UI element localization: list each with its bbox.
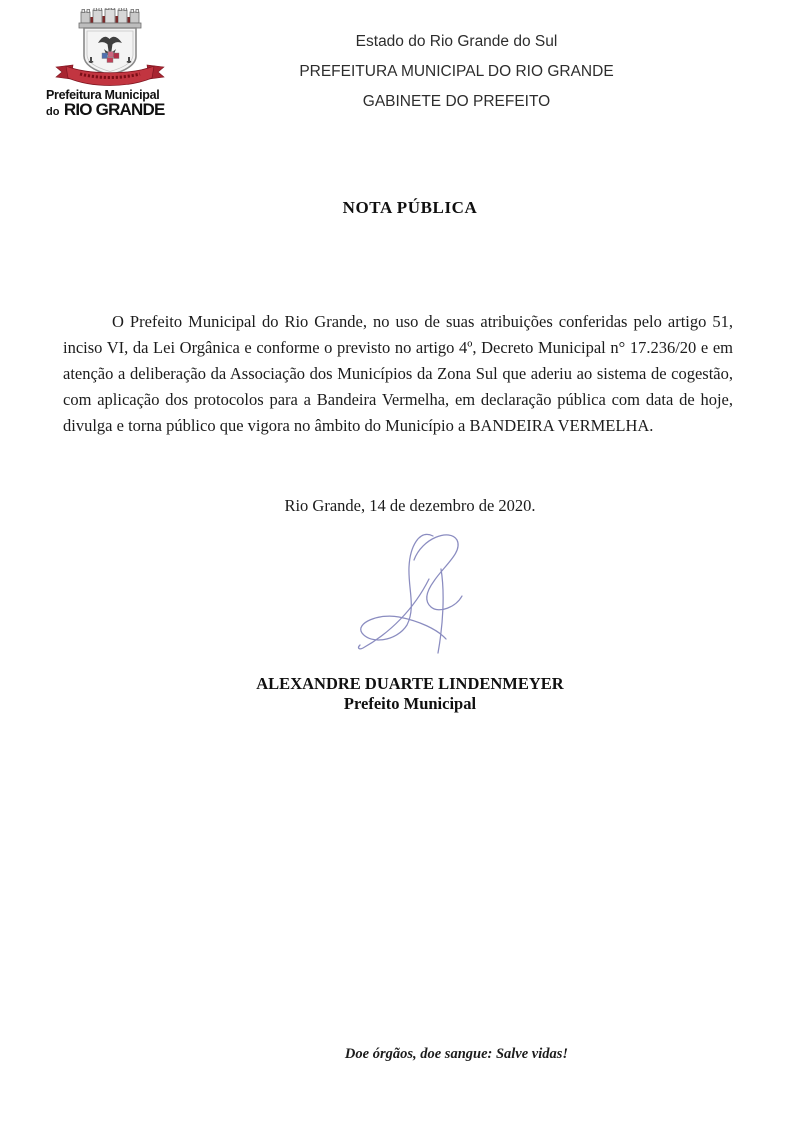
letterhead-state-line: Estado do Rio Grande do Sul: [355, 33, 558, 50]
signer-block: [22, 674, 798, 713]
letterhead: [115, 27, 798, 117]
logo-org-prefix: do: [46, 106, 60, 118]
logo-org-name-line1: Prefeitura Municipal: [46, 88, 160, 102]
signer-name: ALEXANDRE DUARTE LINDENMEYER: [256, 674, 564, 693]
document-title: NOTA PÚBLICA: [342, 198, 478, 217]
document-body-paragraph: O Prefeito Municipal do Rio Grande, no uso de suas atribuições conferidas pelo artigo 51, inciso VI, da Lei Orgânica e conforme o previsto no artigo 4º, Decreto Municipal n° 17.236/20 e em atenção a deliberação da Associação dos Municípios da Zona Sul que aderiu ao sistema de cogestão, com aplicação dos protocolos para a Bandeira Vermelha, em declaração pública com data de hoje, divulga e torna público que vigora no âmbito do Município a BANDEIRA VERMELHA.: [63, 311, 733, 435]
handwritten-signature-icon: [343, 527, 508, 657]
footer-slogan: Doe órgãos, doe sangue: Salve vidas!: [344, 1046, 569, 1062]
document-dateline: Rio Grande, 14 de dezembro de 2020.: [284, 496, 536, 515]
signature-area: [343, 527, 508, 657]
mural-crown: [79, 8, 141, 28]
logo-org-city-name: RIO GRANDE: [63, 100, 165, 119]
signer-role: Prefeito Municipal: [343, 693, 477, 713]
letterhead-gabinete-line: GABINETE DO PREFEITO: [362, 93, 551, 110]
letterhead-prefeitura-line: PREFEITURA MUNICIPAL DO RIO GRANDE: [299, 63, 614, 80]
